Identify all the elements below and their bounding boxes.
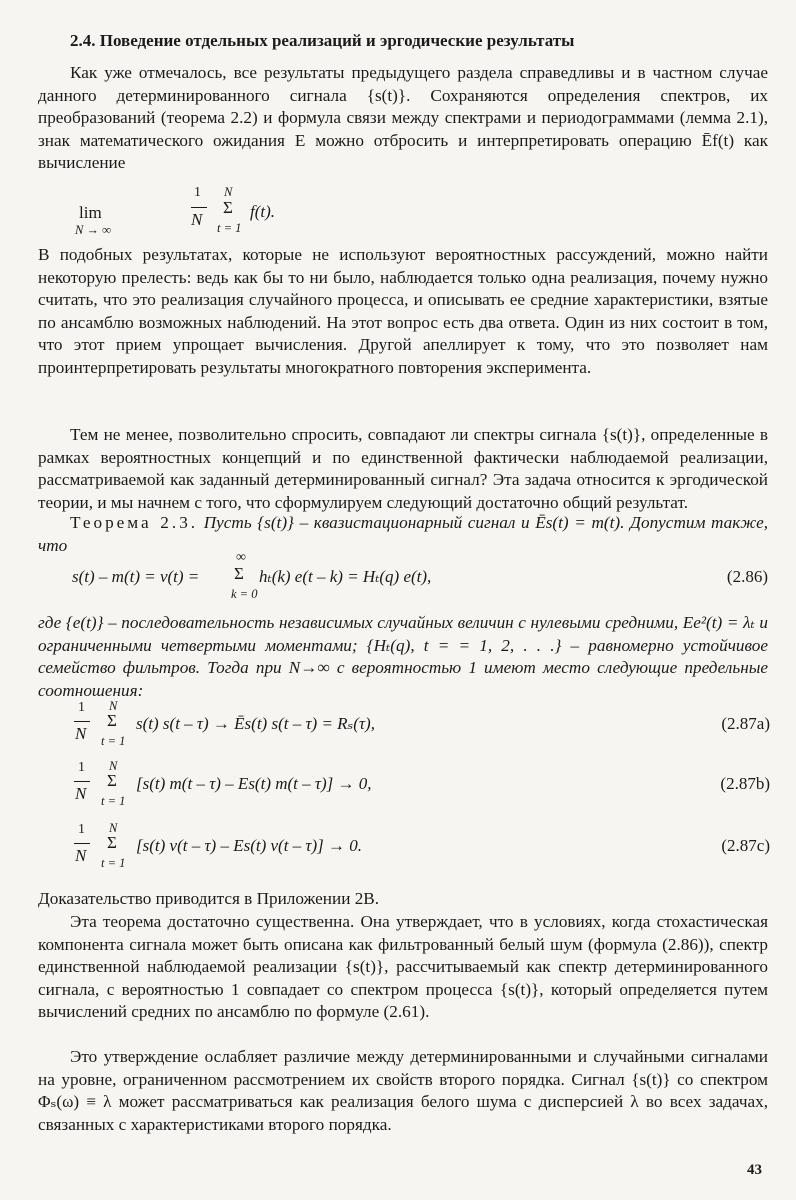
equation-2-87b — [70, 760, 770, 812]
limit-subscript: N → ∞ — [75, 223, 111, 237]
theorem-label: Теорема 2.3. — [70, 513, 199, 532]
eq-label: (2.87c) — [721, 836, 770, 855]
limit-formula — [75, 185, 315, 235]
eq-label: (2.87b) — [720, 774, 770, 793]
eq-sum-bottom: t = 1 — [101, 856, 126, 870]
limit-denominator: N — [191, 210, 203, 229]
page-number: 43 — [747, 1162, 762, 1178]
limit-word: lim — [79, 203, 102, 222]
equation-2-87c — [70, 822, 770, 874]
theorem-text: Пусть {s(t)} – квазистационарный сигнал и Ēs(t) = m(t). Допустим также, что — [38, 513, 768, 555]
eq-label: (2.87a) — [721, 714, 770, 733]
eq286-lhs: s(t) – m(t) = v(t) = — [72, 567, 200, 586]
limit-expression: f(t). — [250, 202, 276, 221]
fraction-bar — [74, 721, 90, 722]
eq-sum-bottom: t = 1 — [101, 734, 126, 748]
paragraph-conclusion: Это утверждение ослабляет различие между детерминированными и случайными сигналами на уровне, ограниченном рассмотрением их свойств второго порядка. Сигнал {s(t)} со спектром Φₛ(ω) ≡ λ может рассматриваться как реализация белого шума с дисперсией λ во всех задачах, связанных с характеристиками второго порядка. — [38, 1047, 768, 1134]
eq286-sum-bottom: k = 0 — [231, 587, 258, 601]
eq286-rhs: hₜ(k) e(t – k) = Hₜ(q) e(t), — [259, 567, 432, 586]
equation-2-86 — [72, 550, 768, 606]
eq-sum-top: N — [109, 699, 118, 713]
eq-denominator: N — [75, 846, 87, 865]
eq-sum-top: N — [109, 759, 118, 773]
fraction-bar — [191, 207, 207, 208]
eq-body: s(t) s(t – τ) → Ēs(t) s(t – τ) = Rₛ(τ), — [136, 714, 375, 733]
fraction-bar — [74, 843, 90, 844]
fraction-bar — [74, 781, 90, 782]
eq-sum-symbol: Σ — [107, 771, 117, 790]
eq286-sum-symbol: Σ — [234, 564, 244, 583]
eq-numerator: 1 — [78, 700, 85, 715]
eq-denominator: N — [75, 784, 87, 803]
eq-numerator: 1 — [78, 822, 85, 837]
eq-sum-bottom: t = 1 — [101, 794, 126, 808]
proof-reference: Доказательство приводится в Приложении 2В. — [38, 889, 380, 908]
theorem-conditions: где {e(t)} – последовательность независимых случайных величин с нулевыми средними, Ee²(t) = λₜ и ограниченными четвертыми моментами; {Hₜ(q), t = = 1, 2, . . .} – равномерно устойчивое семейство фильтров. Тогда при N→∞ с вероятностью 1 имеют место следующие предельные соотношения: — [38, 613, 768, 700]
paragraph-intro: Как уже отмечалось, все результаты предыдущего раздела справедливы и в частном случае данного детерминированного сигнала {s(t)}. Сохраняются определения спектров, их преобразований (теорема 2.2) и формула связи между спектрами и периодограммами (лемма 2.1), знак математического ожидания E можно отбросить и интерпретировать операцию Ēf(t) как вычисление — [38, 63, 768, 172]
eq-sum-top: N — [109, 821, 118, 835]
eq-sum-symbol: Σ — [107, 833, 117, 852]
eq286-label: (2.86) — [726, 567, 768, 586]
paragraph-motivation: В подобных результатах, которые не используют вероятностных рассуждений, можно найти некоторую прелесть: ведь как бы то ни было, наблюдается только одна реализация, почему нужно считать, что это реализация случайного процесса, и описывать ее средние характеристики, взятые по ансамблю возможных наблюдений. На этот вопрос есть два ответа. Один из них состоит в том, что этот прием упрощает вычисления. Другой апеллирует к тому, что это позволяет нам проинтерпретировать результаты многократного повторения эксперимента. — [38, 245, 768, 377]
sum-upper-limit: N — [224, 185, 233, 199]
eq-sum-symbol: Σ — [107, 711, 117, 730]
eq-denominator: N — [75, 724, 87, 743]
eq-body: [s(t) v(t – τ) – Es(t) v(t – τ)] → 0. — [136, 836, 363, 855]
theorem-statement — [38, 512, 768, 557]
equation-2-87a — [70, 700, 770, 752]
sum-symbol: Σ — [223, 198, 233, 217]
sum-lower-limit: t = 1 — [217, 221, 242, 235]
eq-body: [s(t) m(t – τ) – Es(t) m(t – τ)] → 0, — [136, 774, 372, 793]
paragraph-question: Тем не менее, позволительно спросить, совпадают ли спектры сигнала {s(t)}, определенные в рамках вероятностных концепций и по единственной фактически наблюдаемой реализации, рассматриваемой как заданный детерминированный сигнал? Эта задача относится к эргодической теории, и мы начнем с того, что сформулируем следующий достаточно общий результат. — [38, 425, 768, 512]
eq286-sum-top: ∞ — [236, 550, 246, 565]
eq-numerator: 1 — [78, 760, 85, 775]
limit-numerator: 1 — [194, 185, 201, 200]
paragraph-significance: Эта теорема достаточно существенна. Она утверждает, что в условиях, когда стохастическая компонента сигнала может быть описана как фильтрованный белый шум (формула (2.86)), спектр единственной наблюдаемой реализации {s(t)}, рассчитываемый как спектр детерминированного сигнала, с вероятностью 1 совпадает со спектром процесса {s(t)}, который определяется путем вычислений средних по ансамблю по формуле (2.61). — [38, 912, 768, 1021]
section-heading: 2.4. Поведение отдельных реализаций и эргодические результаты — [70, 31, 575, 50]
